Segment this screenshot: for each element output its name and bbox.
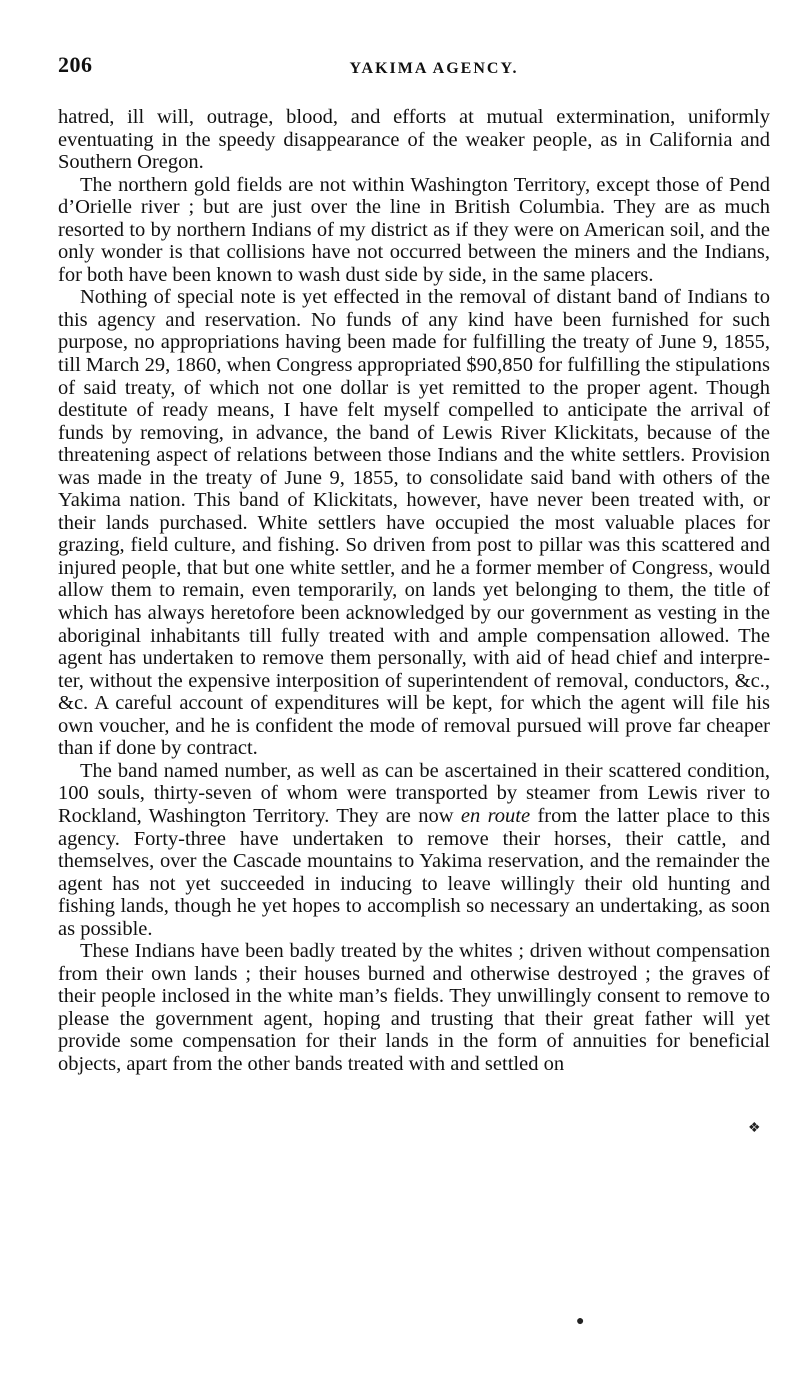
page-header: [58, 52, 770, 82]
paragraph: The northern gold fields are not within Washington Territory, except those of Pend d’Orielle river ; but are just over the line in British Columbia. They are as much resorted to by northern Indians of my district as if they were on American soil, and the only wonder is that collisions have not occurred between the miners and the Indians, for both have been known to wash dust side by side, in the same placers.: [58, 173, 770, 286]
page-number: 206: [58, 52, 93, 77]
body-text: [58, 106, 770, 1076]
paragraph: Nothing of special note is yet effected in the removal of distant band of Indians to this agency and reservation. No funds of any kind have been furnished for such purpose, no appropriations having been made for fulfilling the treaty of June 9, 1855, till March 29, 1860, when Congress appropriated $90,850 for fulfilling the stipulations of said treaty, of which not one dollar is yet remitted to the proper agent. Though destitute of ready means, I have felt myself compelled to anticipate the arrival of funds by removing, in advance, the band of Lewis River Klickitats, because of the threatening aspect of relations between those Indians and the white settlers. Provision was made in the treaty of June 9, 1855, to consolidate said band with others of the Yakima nation. This band of Klickitats, however, have never been treated with, or their lands purchased. White settlers have occupied the most valuable places for grazing, field culture, and fishing. So driven from post to pillar was this scattered and injured people, that but one white settler, and he a former member of Congress, would allow them to remain, even temporarily, on lands yet belonging to them, the title of which has always heretofore been acknowledged by our government as vesting in the aboriginal inhabitants till fully treated with and ample compensation allowed. The agent has undertaken to remove them personally, with aid of head chief and interpreter, without the expensive interposition of superintendent of removal, conductors, &c., &c. A careful account of expenditures will be kept, for which the agent will file his own voucher, and he is confident the mode of removal pursued will prove far cheaper than if done by contract.: [58, 286, 770, 760]
ink-speck-mark: ●: [576, 1314, 585, 1329]
italic-phrase: en route: [460, 804, 531, 827]
paragraph: These Indians have been badly treated by the whites ; driven without compensation from their own lands ; their houses burned and otherwise destroyed ; the graves of their people inclosed in the white man’s fields. They unwillingly consent to remove to please the government agent, hoping and trusting that their great father will yet provide some compensation for their lands in the form of annuities for beneficial objects, apart from the other bands treated with and settled on: [58, 940, 770, 1075]
paragraph-text: from the latter place to this agency. Forty-three have undertaken to remove their horses, their cattle, and themselves, over the Cascade mountains to Yakima reservation, and the remainder the agent has not yet succeeded in inducing to leave willingly their old hunting and fishing lands, though he yet hopes to accomplish so necessary an undertaking, as soon as possible.: [58, 804, 770, 940]
paragraph-text: The band named number, as well as can be ascertained in their scattered condition, 100 souls, thirty-seven of whom were transported by steamer from Lewis river to Rockland, Washington Territory. They are now: [58, 759, 770, 827]
document-page: [58, 52, 770, 1076]
paragraph: hatred, ill will, outrage, blood, and efforts at mutual extermination, uniformly eventuating in the speedy disappearance of the weaker people, as in California and Southern Oregon.: [58, 106, 770, 174]
running-head: YAKIMA AGENCY.: [349, 60, 519, 77]
ink-speck-mark: ❖: [748, 1121, 761, 1136]
paragraph: [58, 760, 770, 940]
